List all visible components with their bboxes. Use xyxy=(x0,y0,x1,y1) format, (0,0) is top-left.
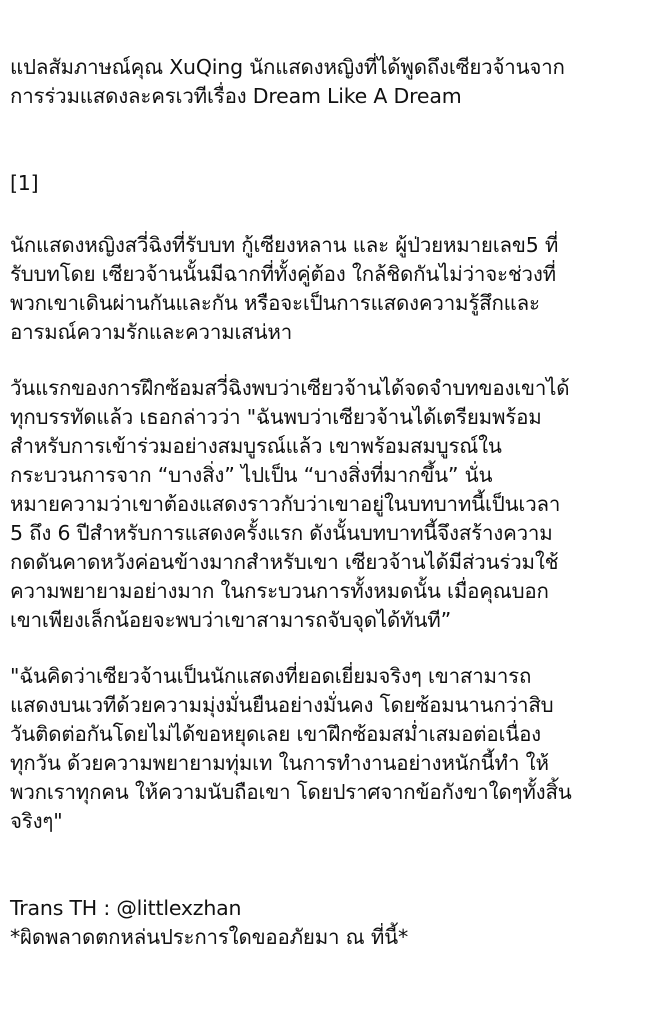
translator-credit: Trans TH : @littlexzhan xyxy=(10,896,242,920)
document-title: แปลสัมภาษณ์คุณ XuQing นักแสดงหญิงที่ได้พูดถึงเซียวจ้านจาก การร่วมแสดงละครเวทีเรื่อง Dream Like A Dream xyxy=(10,55,565,108)
paragraph-2: วันแรกของการฝึกซ้อมสวี่ฉิงพบว่าเซียวจ้านได้จดจำบทของเขาได้ ทุกบรรทัดแล้ว เธอกล่าวว่า "ฉันพบว่าเซียวจ้านได้เตรียมพร้อม สำหรับการเข้าร่วมอย่างสมบูรณ์แล้ว เขาพร้อมสมบูรณ์ใน กระบวนการจาก “บางสิ่ง” ไปเป็น “บางสิ่งที่มากขึ้น” นั่น หมายความว่าเขาต้องแสดงราวกับว่าเขาอยู่ในบทบาทนี้เป็นเวลา 5 ถึง 6 ปีสำหรับการแสดงครั้งแรก ดังนั้นบทบาทนี้จึงสร้างความ กดดันคาดหวังค่อนข้างมากสำหรับเขา เซียวจ้านได้มีส่วนร่วมใช้ ความพยายามอย่างมาก ในกระบวนการทั้งหมดนั้น เมื่อคุณบอก เขาเพียงเล็กน้อยจะพบว่าเขาสามารถจับจุดได้ทันที” xyxy=(10,376,570,632)
paragraph-1: นักแสดงหญิงสวี่ฉิงที่รับบท กู้เซียงหลาน และ ผู้ป่วยหมายเลข5 ที่ รับบทโดย เซียวจ้านนั้นมีฉากที่ทั้งคู่ต้อง ใกล้ชิดกันไม่ว่าจะช่วงที่ พวกเขาเดินผ่านกันและกัน หรือจะเป็นการแสดงความรู้สึกและ อารมณ์ความรักและความเสน่หา xyxy=(10,233,559,344)
section-marker: [1] xyxy=(10,171,39,195)
disclaimer-text: *ผิดพลาดตกหล่นประการใดขออภัยมา ณ ที่นี้* xyxy=(10,925,408,949)
document-body xyxy=(10,53,654,952)
paragraph-3: "ฉันคิดว่าเซียวจ้านเป็นนักแสดงที่ยอดเยี่ยมจริงๆ เขาสามารถ แสดงบนเวทีด้วยความมุ่งมั่นยืนอย่างมั่นคง โดยซ้อมนานกว่าสิบ วันติดต่อกันโดยไม่ได้ขอหยุดเลย เขาฝึกซ้อมสม่ำเสมอต่อเนื่อง ทุกวัน ด้วยความพยายามทุ่มเท ในการทำงานอย่างหนักนี้ทำ ให้ พวกเราทุกคน ให้ความนับถือเขา โดยปราศจากข้อกังขาใดๆทั้งสิ้น จริงๆ" xyxy=(10,664,572,833)
